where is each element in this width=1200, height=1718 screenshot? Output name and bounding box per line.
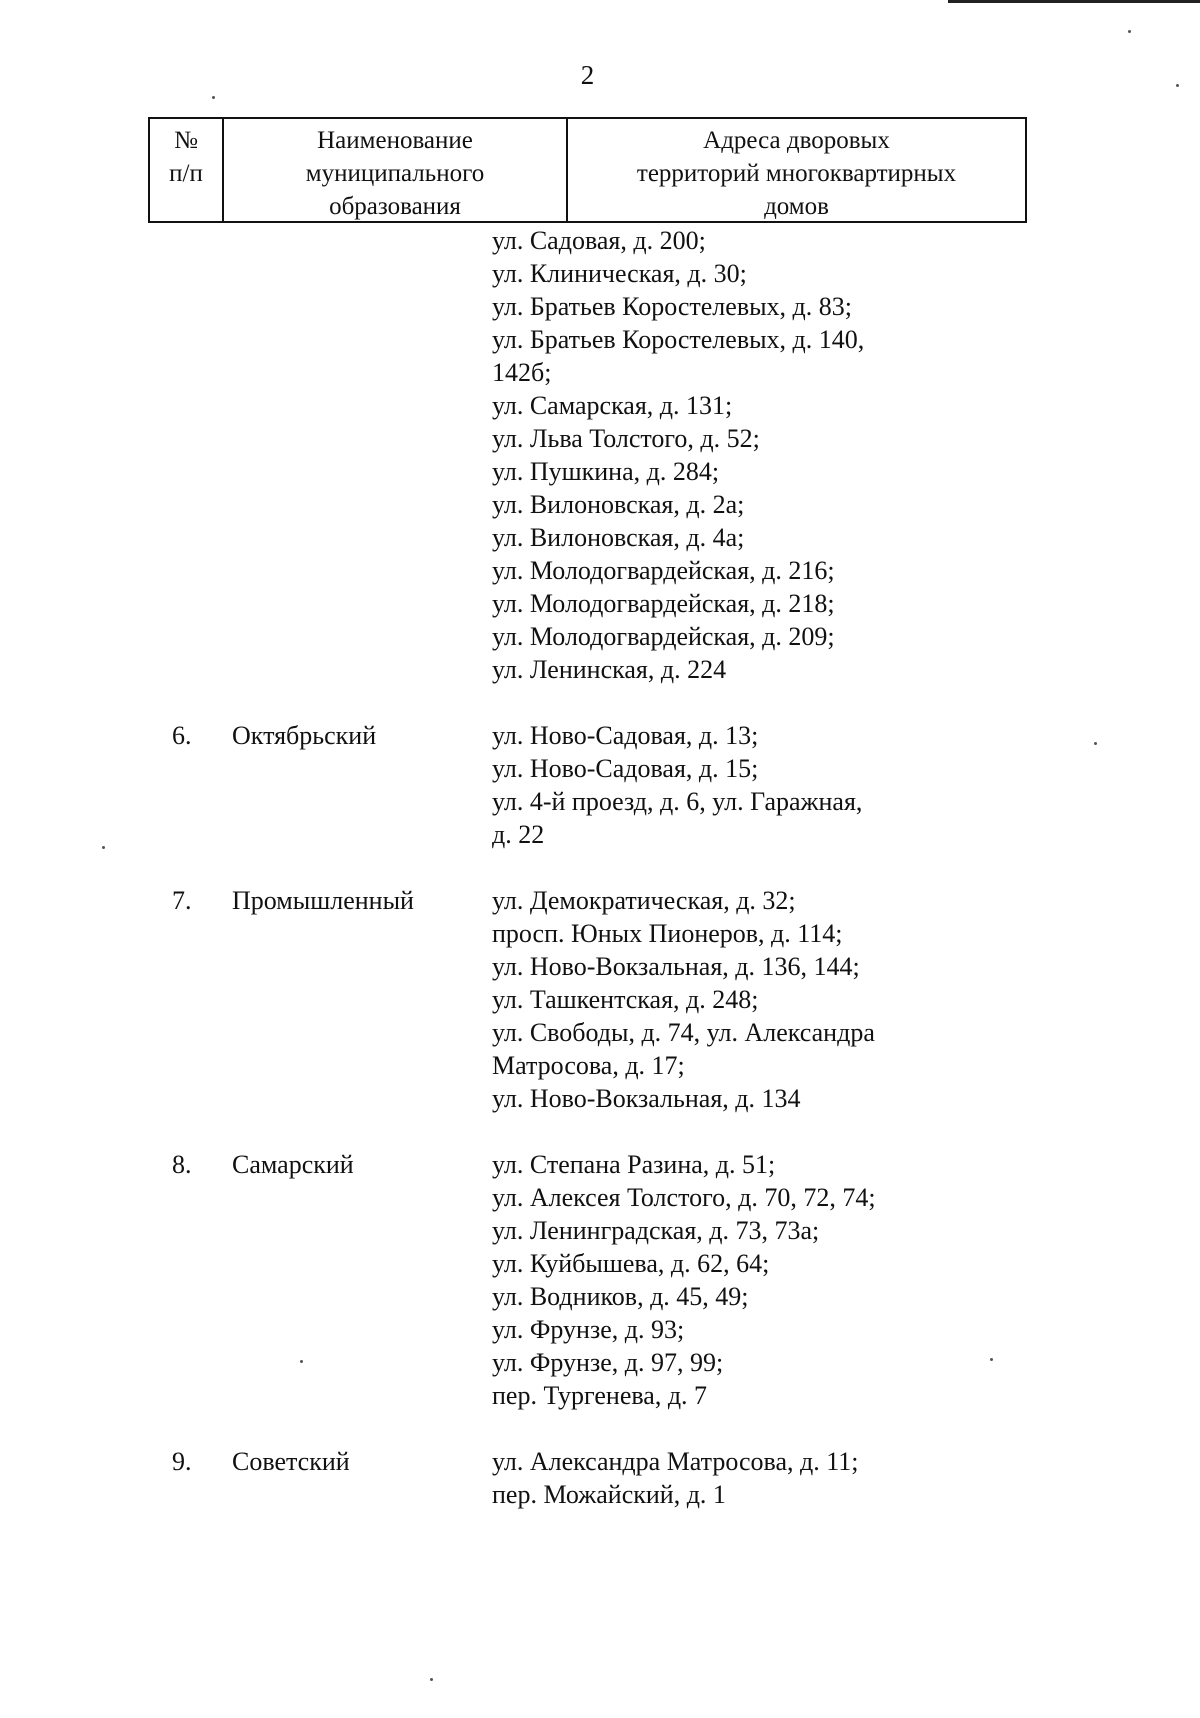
address-line: ул. Молодогвардейская, д. 216; (492, 556, 835, 585)
scan-speck (1176, 84, 1179, 87)
scan-speck (430, 1678, 433, 1681)
page-number: 2 (580, 60, 595, 90)
table-body (148, 224, 1027, 1544)
scan-edge-line (948, 0, 1200, 3)
address-list (492, 224, 1027, 686)
address-line: Матросова, д. 17; (492, 1051, 685, 1080)
table-row (148, 1445, 1027, 1511)
table-row (148, 884, 1027, 1115)
address-line: ул. Ташкентская, д. 248; (492, 985, 759, 1014)
address-line: ул. Фрунзе, д. 97, 99; (492, 1348, 724, 1377)
address-line: ул. Садовая, д. 200; (492, 226, 706, 255)
table-row (148, 224, 1027, 686)
row-number: 7. (172, 886, 192, 915)
address-line: пер. Можайский, д. 1 (492, 1480, 726, 1509)
address-line: ул. Клиническая, д. 30; (492, 259, 747, 288)
address-line: ул. Ново-Садовая, д. 15; (492, 754, 759, 783)
scan-speck (212, 96, 215, 99)
address-line: пер. Тургенева, д. 7 (492, 1381, 708, 1410)
address-line: ул. Водников, д. 45, 49; (492, 1282, 749, 1311)
address-line: ул. Самарская, д. 131; (492, 391, 733, 420)
address-line: ул. Алексея Толстого, д. 70, 72, 74; (492, 1183, 876, 1212)
address-line: просп. Юных Пионеров, д. 114; (492, 919, 843, 948)
address-line: ул. Ленинградская, д. 73, 73а; (492, 1216, 820, 1245)
municipality-name: Октябрьский (232, 721, 377, 750)
header-municipality-column: Наименование муниципального образования (224, 119, 568, 221)
address-line: ул. Свободы, д. 74, ул. Александра (492, 1018, 875, 1047)
address-line: ул. Степана Разина, д. 51; (492, 1150, 776, 1179)
municipality-name: Советский (232, 1447, 350, 1476)
address-line: ул. Демократическая, д. 32; (492, 886, 796, 915)
address-line: ул. Молодогвардейская, д. 218; (492, 589, 835, 618)
row-number: 6. (172, 721, 192, 750)
address-line: ул. Ново-Вокзальная, д. 134 (492, 1084, 801, 1113)
address-line: ул. Куйбышева, д. 62, 64; (492, 1249, 770, 1278)
row-number: 9. (172, 1447, 192, 1476)
municipality-name (148, 224, 492, 686)
address-list (492, 719, 1027, 851)
table-row (148, 1148, 1027, 1412)
address-line: ул. 4-й проезд, д. 6, ул. Гаражная, (492, 787, 863, 816)
address-line: ул. Ленинская, д. 224 (492, 655, 727, 684)
table-row (148, 719, 1027, 851)
address-line: ул. Братьев Коростелевых, д. 83; (492, 292, 853, 321)
address-line: ул. Ново-Вокзальная, д. 136, 144; (492, 952, 860, 981)
address-line: ул. Вилоновская, д. 4а; (492, 523, 745, 552)
address-line: ул. Молодогвардейская, д. 209; (492, 622, 835, 651)
address-line: ул. Вилоновская, д. 2а; (492, 490, 745, 519)
address-line: ул. Пушкина, д. 284; (492, 457, 720, 486)
address-line: ул. Александра Матросова, д. 11; (492, 1447, 859, 1476)
scan-speck (1094, 742, 1097, 745)
header-number-column: № п/п (150, 119, 224, 221)
header-addresses-column: Адреса дворовых территорий многоквартирных домов (636, 127, 957, 220)
address-line: ул. Братьев Коростелевых, д. 140, (492, 325, 865, 354)
municipality-name: Самарский (232, 1150, 354, 1179)
address-list (492, 884, 1027, 1115)
address-line: ул. Льва Толстого, д. 52; (492, 424, 760, 453)
address-line: ул. Фрунзе, д. 93; (492, 1315, 685, 1344)
address-line: 142б; (492, 358, 552, 387)
address-list (492, 1148, 1027, 1412)
scan-speck (1128, 30, 1131, 33)
table-header (148, 117, 1027, 223)
address-line: ул. Ново-Садовая, д. 13; (492, 721, 759, 750)
municipality-name: Промышленный (232, 886, 414, 915)
scan-speck (102, 846, 105, 849)
row-number: 8. (172, 1150, 192, 1179)
address-line: д. 22 (492, 820, 545, 849)
address-list (492, 1445, 1027, 1511)
